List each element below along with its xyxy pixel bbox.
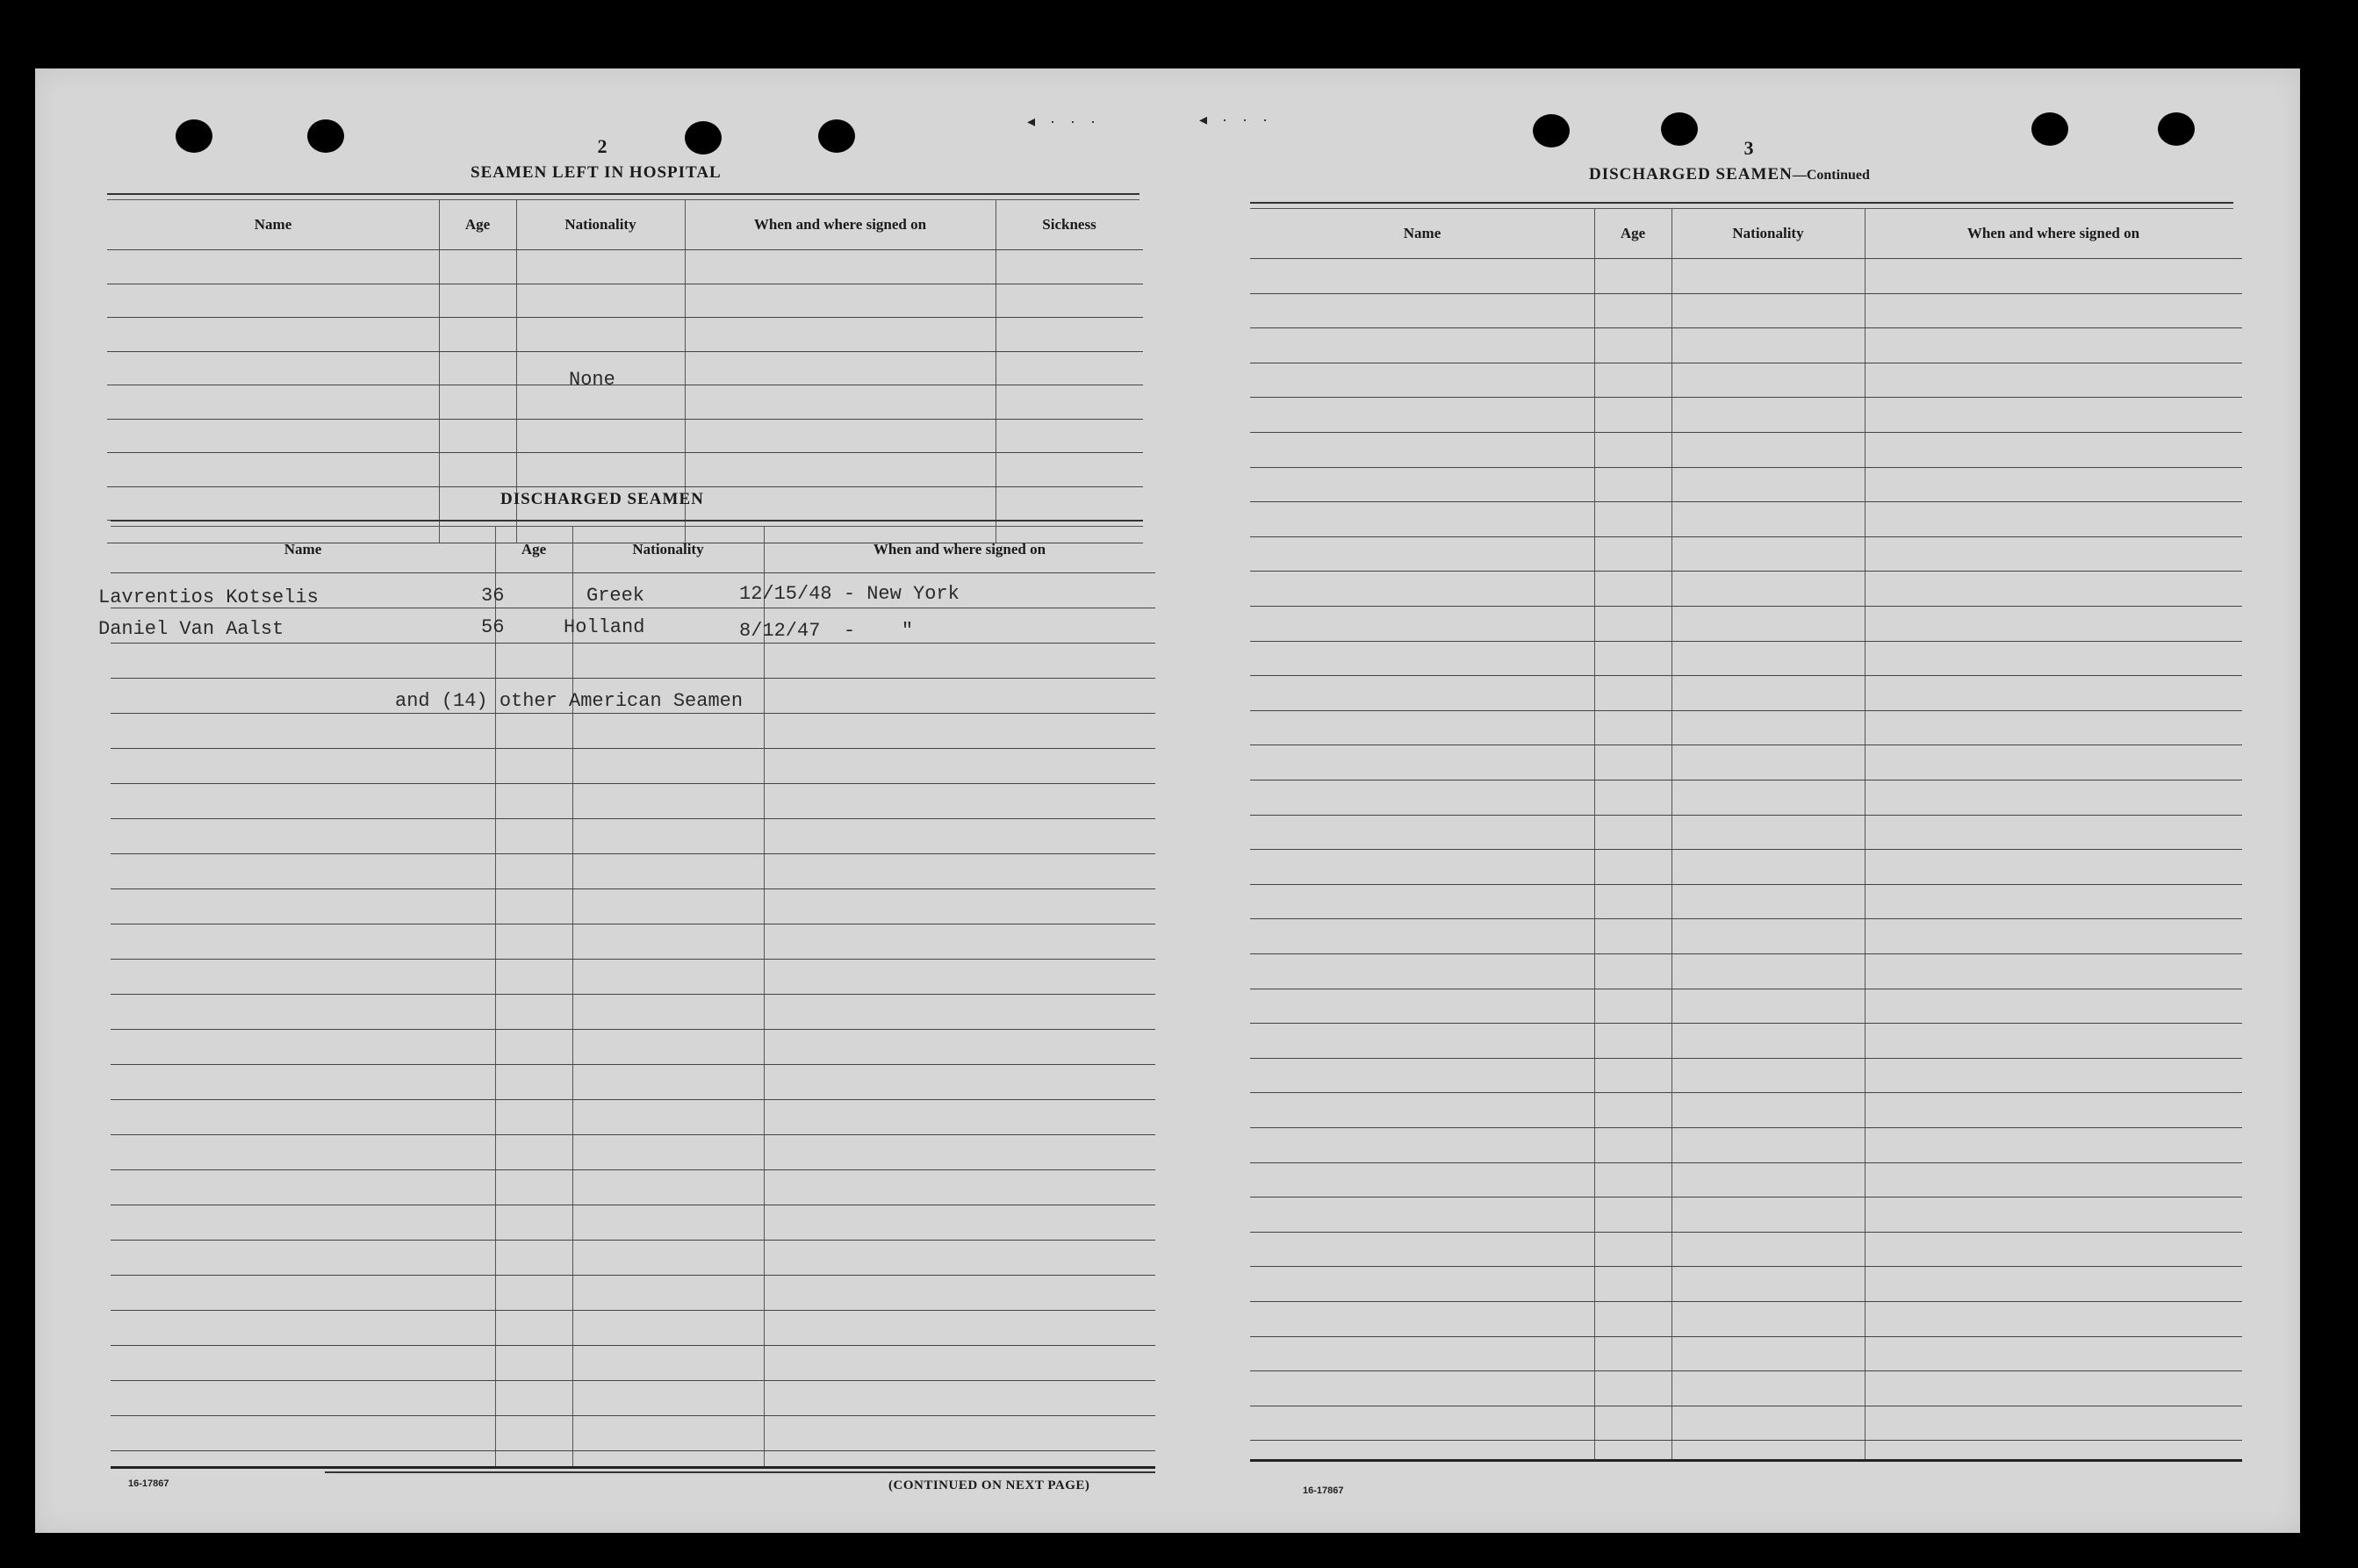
ruled-line (1250, 1370, 2242, 1371)
double-rule (111, 520, 1143, 527)
ruled-line (111, 783, 1155, 784)
ruled-line (1250, 1162, 2242, 1163)
ruled-line (1250, 1266, 2242, 1267)
discharged-table (111, 527, 1155, 1469)
seaman-age: 56 (481, 616, 505, 638)
ruled-line (111, 1169, 1155, 1170)
ruled-line (1250, 710, 2242, 711)
ruled-line (1250, 1301, 2242, 1302)
continued-col-signed-on: When and where signed on (1966, 225, 2140, 241)
continued-col-age: Age (1620, 225, 1646, 241)
document-sheet (35, 68, 2300, 1533)
ruled-line (111, 1415, 1155, 1416)
ruled-line (1250, 849, 2242, 850)
hospital-col-signed-on: When and where signed on (753, 216, 927, 233)
form-number: 16-17867 (128, 1478, 169, 1489)
ruled-line (111, 1275, 1155, 1276)
discharged-col-signed-on: When and where signed on (873, 541, 1046, 557)
ruled-line (1250, 536, 2242, 537)
ruled-line (1250, 1336, 2242, 1337)
ruled-line (1250, 1058, 2242, 1059)
ruled-line (107, 351, 1143, 352)
ruled-line (1250, 397, 2242, 398)
ruled-line (111, 678, 1155, 679)
ruled-line (1250, 1092, 2242, 1093)
ruled-line (1250, 884, 2242, 885)
ruled-line (1250, 1197, 2242, 1198)
ruled-line (111, 713, 1155, 714)
ruled-line (1250, 258, 2242, 259)
ruled-line (1250, 953, 2242, 954)
ruled-line (111, 1029, 1155, 1030)
dot-marks: ◂ · · · (1199, 111, 1274, 128)
ruled-line (1250, 571, 2242, 572)
continued-col-name: Name (1403, 225, 1441, 241)
ruled-line (107, 486, 1143, 487)
hospital-col-age: Age (464, 216, 491, 233)
ruled-line (111, 1310, 1155, 1311)
ruled-line (107, 419, 1143, 420)
ruled-line (111, 643, 1155, 644)
hospital-none-entry: None (569, 369, 615, 391)
ruled-line (1250, 467, 2242, 468)
ruled-line (1250, 432, 2242, 433)
seaman-nationality: Greek (586, 585, 645, 607)
ruled-line (1250, 918, 2242, 919)
seaman-name: Lavrentios Kotselis (98, 586, 319, 608)
discharged-col-nationality: Nationality (632, 541, 704, 557)
ruled-line (111, 572, 1155, 573)
hospital-col-name: Name (254, 216, 292, 233)
seaman-signed-on: 8/12/47 - " (739, 620, 914, 642)
other-seamen-note: and (14) other American Seamen (395, 690, 744, 712)
ruled-line (1250, 606, 2242, 607)
ruled-line (1250, 293, 2242, 294)
seaman-signed-on: 12/15/48 - New York (739, 583, 960, 605)
ruled-line (107, 249, 1143, 250)
ruled-line (1250, 501, 2242, 502)
ruled-line (1250, 1127, 2242, 1128)
form-number: 16-17867 (1303, 1485, 1344, 1496)
ruled-line (111, 959, 1155, 960)
discharged-col-name: Name (284, 541, 322, 557)
left-page (35, 68, 1168, 1533)
ruled-line (1250, 1440, 2242, 1441)
ruled-line (111, 818, 1155, 819)
continued-col-nationality: Nationality (1732, 225, 1804, 241)
page-number: 2 (597, 135, 607, 157)
ruled-line (1250, 641, 2242, 642)
discharged-continued-title (1589, 165, 1870, 184)
ruled-line (1250, 815, 2242, 816)
ruled-line (1250, 327, 2242, 328)
ruled-line (1250, 1023, 2242, 1024)
ruled-line (111, 1064, 1155, 1065)
ruled-line (1250, 675, 2242, 676)
hospital-section-title: SEAMEN LEFT IN HOSPITAL (471, 163, 722, 182)
ruled-line (111, 994, 1155, 995)
footer-rule (325, 1471, 1155, 1473)
discharged-section-title: DISCHARGED SEAMEN (500, 490, 704, 508)
ruled-line (111, 1450, 1155, 1451)
ruled-line (107, 452, 1143, 453)
dot-marks: ◂ · · · (1027, 112, 1102, 130)
ruled-line (111, 888, 1155, 889)
continued-note: (CONTINUED ON NEXT PAGE) (888, 1478, 1090, 1492)
seaman-age: 36 (481, 585, 505, 607)
ruled-line (111, 1380, 1155, 1381)
seaman-name: Daniel Van Aalst (98, 618, 284, 640)
ruled-line (111, 1099, 1155, 1100)
ruled-line (111, 1240, 1155, 1241)
continued-suffix: —Continued (1792, 168, 1870, 183)
seaman-nationality: Holland (564, 616, 645, 638)
ruled-line (111, 1345, 1155, 1346)
discharged-col-age: Age (521, 541, 547, 557)
double-rule (107, 193, 1139, 200)
hospital-col-sickness: Sickness (1042, 216, 1096, 233)
ruled-line (107, 317, 1143, 318)
ruled-line (111, 1134, 1155, 1135)
ruled-line (111, 853, 1155, 854)
ruled-line (111, 748, 1155, 749)
ruled-line (1250, 744, 2242, 745)
hospital-col-nationality: Nationality (564, 216, 636, 233)
double-rule (1250, 202, 2233, 209)
ruled-line (1250, 1232, 2242, 1233)
discharged-continued-table (1250, 209, 2242, 1462)
discharged-continued-title-text: DISCHARGED SEAMEN (1589, 165, 1793, 183)
right-page (1168, 68, 2300, 1533)
page-number: 3 (1743, 137, 1754, 159)
